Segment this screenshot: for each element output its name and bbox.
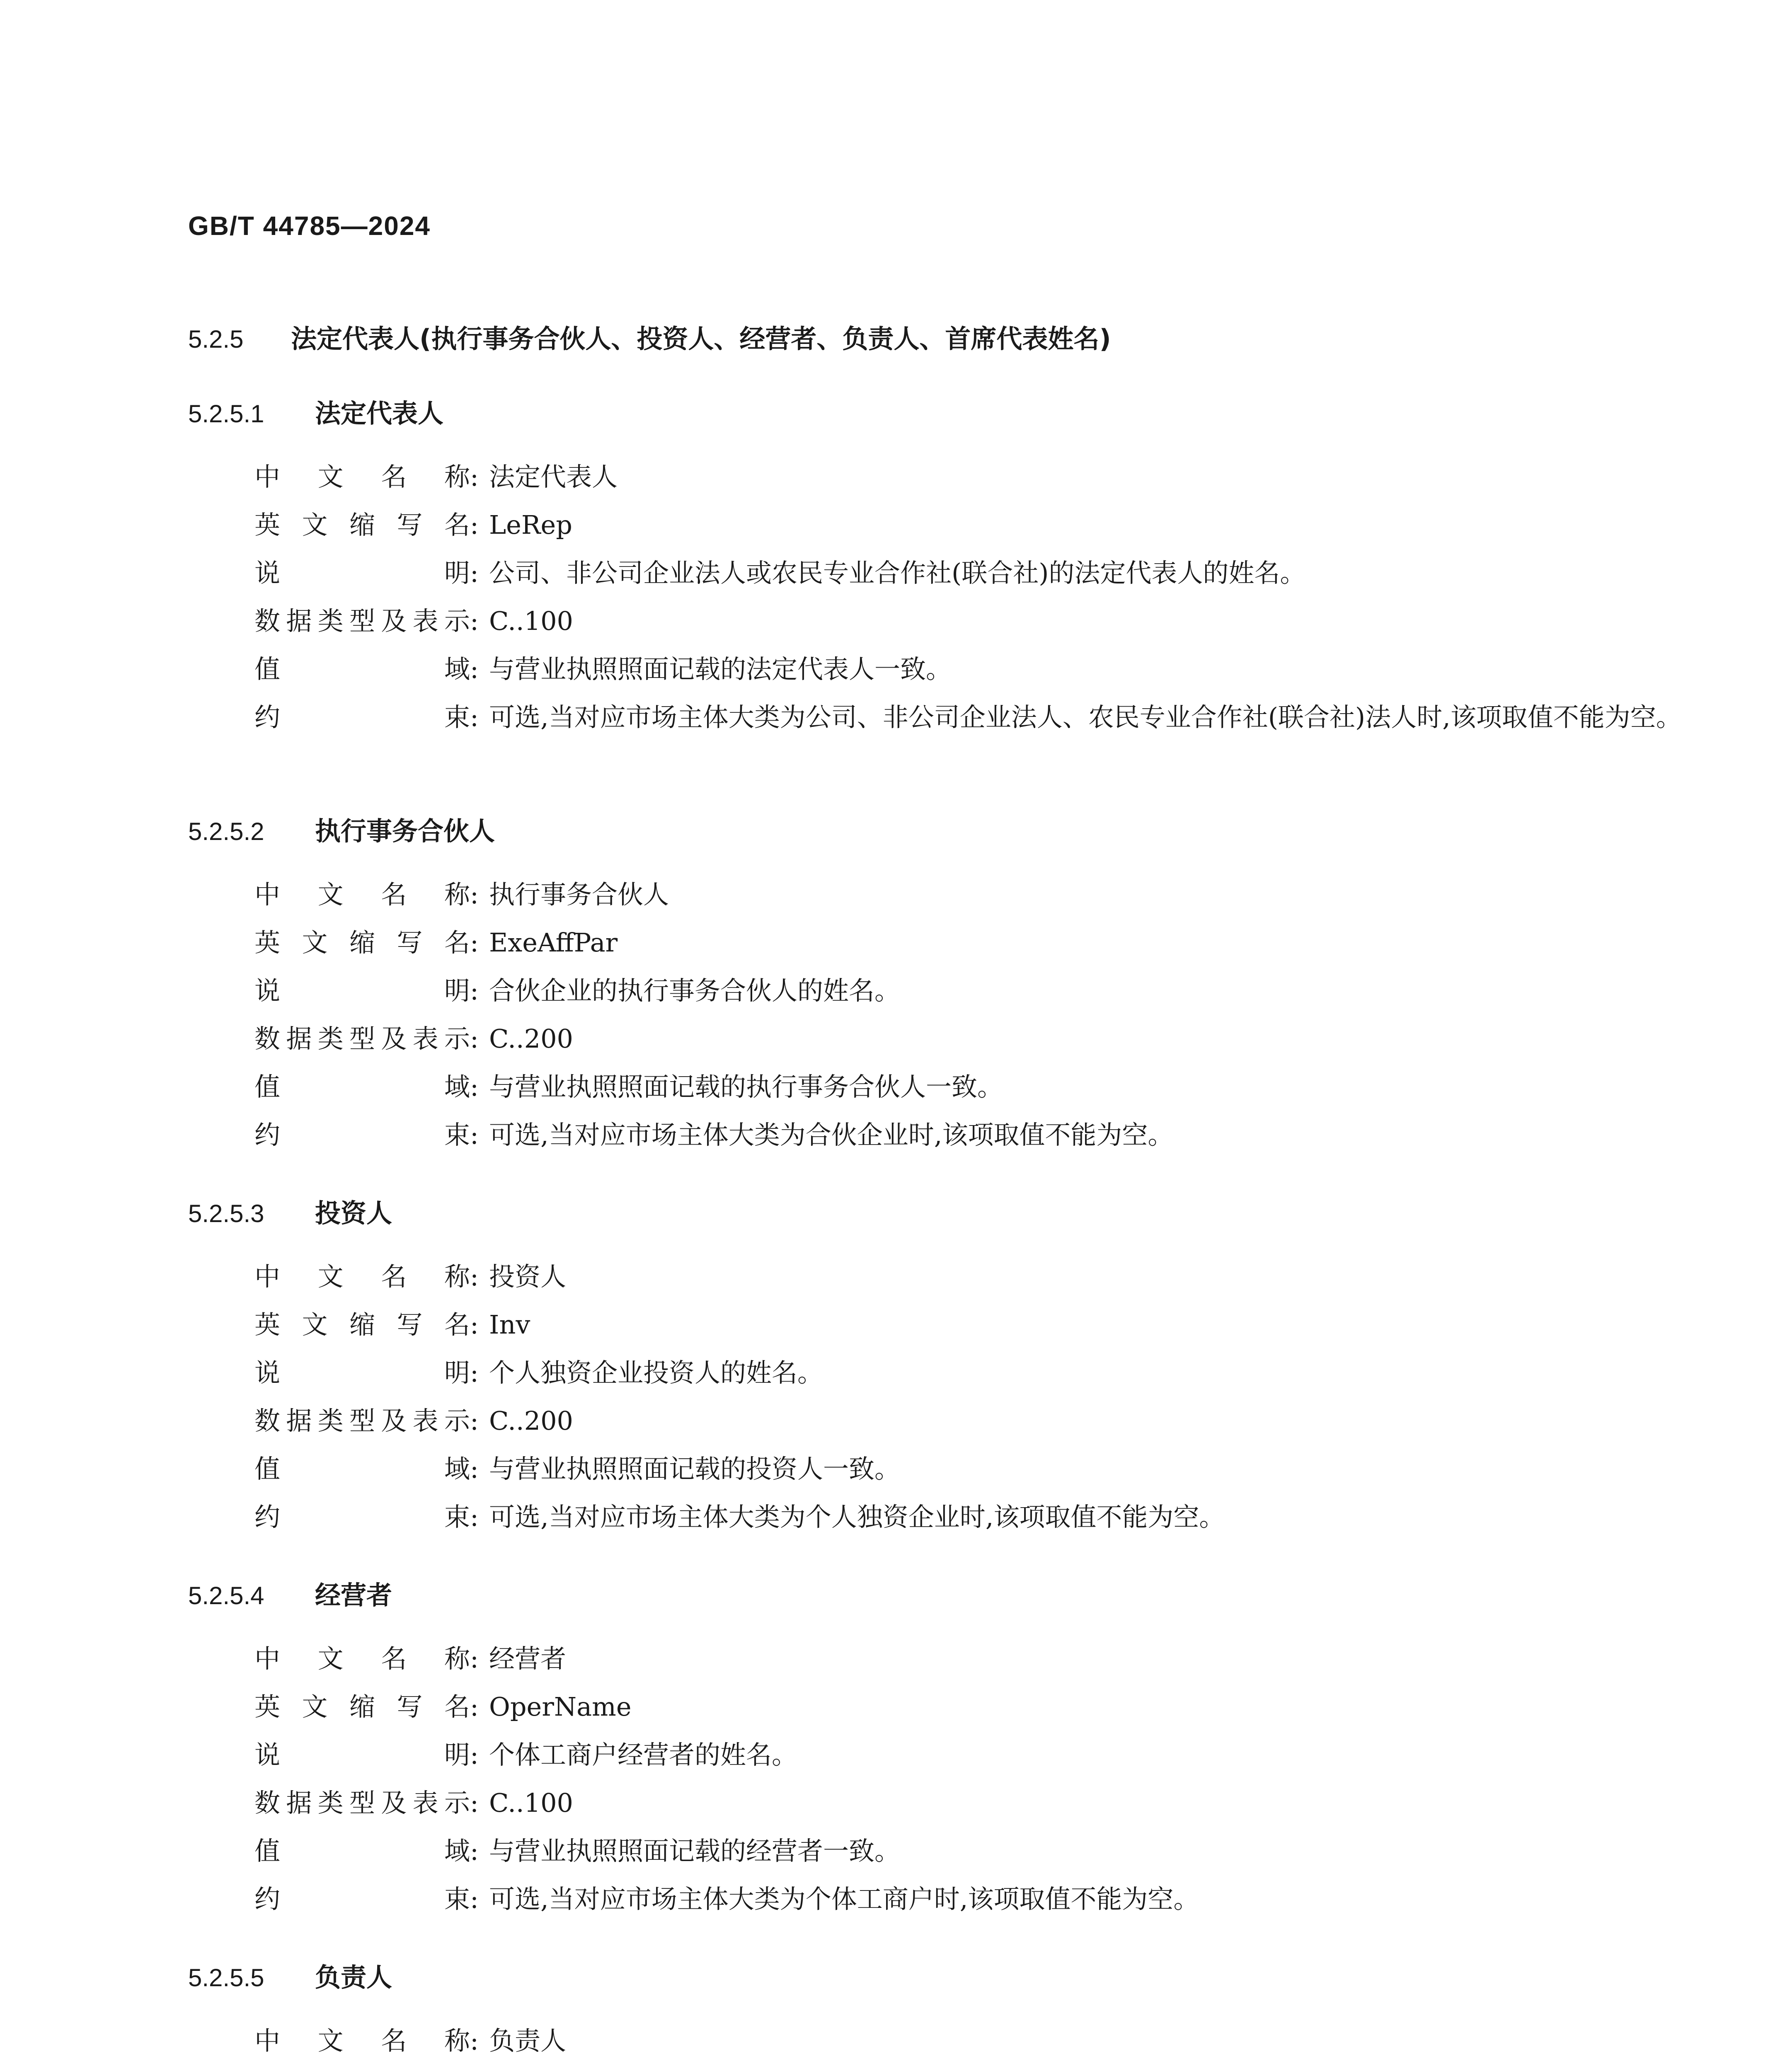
- field-colon: :: [470, 1692, 479, 1722]
- english-abbreviation-label: [254, 2065, 470, 2072]
- field-colon: :: [470, 558, 479, 588]
- value-domain-label: 值 域: [254, 654, 470, 684]
- english-abbreviation-label: 英 文 缩 写 名: [254, 1692, 470, 1722]
- subsection-title: [188, 393, 443, 430]
- field-colon: :: [470, 1261, 479, 1292]
- description-value: 合伙企业的执行事务合伙人的姓名。: [489, 975, 901, 1006]
- standard-id: GB/T 44785—2024: [188, 211, 431, 241]
- field-colon: :: [470, 1788, 479, 1818]
- english-abbreviation-label: 英 文 缩 写 名: [254, 927, 470, 958]
- field-colon: :: [470, 462, 479, 492]
- subsection-title-text: 法定代表人: [315, 398, 444, 428]
- subsection-title-text: 负责人: [315, 1962, 392, 1992]
- field-colon: :: [470, 1310, 479, 1340]
- field-colon: :: [470, 606, 479, 636]
- subsection-title-text: 执行事务合伙人: [315, 816, 495, 846]
- subsection-title: [188, 1575, 392, 1612]
- data-type-value: C..100: [489, 606, 573, 636]
- subsection-number: 5.2.5.4: [188, 1582, 264, 1610]
- field-colon: :: [470, 927, 479, 958]
- constraint-value: 可选,当对应市场主体大类为个人独资企业时,该项取值不能为空。: [489, 1502, 1225, 1532]
- english-abbreviation-value: LeRep: [489, 510, 572, 540]
- field-colon: :: [470, 1120, 479, 1150]
- field-colon: :: [470, 1644, 479, 1674]
- constraint-label: 约 束: [254, 702, 470, 732]
- subsection-title: [188, 811, 495, 847]
- field-colon: :: [470, 2026, 479, 2056]
- description-value: 个体工商户经营者的姓名。: [489, 1740, 798, 1770]
- english-abbreviation-value: ExeAffPar: [489, 927, 618, 958]
- constraint-value: 可选,当对应市场主体大类为合伙企业时,该项取值不能为空。: [489, 1120, 1174, 1150]
- section-number: 5.2.5: [188, 325, 244, 353]
- section-title: [188, 318, 1111, 355]
- subsection-title: [188, 1193, 392, 1230]
- chinese-name-value: 经营者: [489, 1644, 567, 1674]
- value-domain-label: 值 域: [254, 1836, 470, 1866]
- data-type-value: C..100: [489, 1788, 573, 1818]
- field-colon: :: [470, 1740, 479, 1770]
- data-type-label: 数 据 类 型 及 表 示: [254, 1788, 470, 1818]
- english-abbreviation-label: 英 文 缩 写 名: [254, 510, 470, 540]
- english-abbreviation-label: 英 文 缩 写 名: [254, 1310, 470, 1340]
- description-label: 说 明: [254, 1740, 470, 1770]
- chinese-name-label: 中 文 名 称: [254, 1644, 470, 1674]
- value-domain-label: 值 域: [254, 1072, 470, 1102]
- chinese-name-value: 执行事务合伙人: [489, 879, 669, 910]
- value-domain-label: 值 域: [254, 1454, 470, 1484]
- description-label: 说 明: [254, 975, 470, 1006]
- data-type-label: 数 据 类 型 及 表 示: [254, 1406, 470, 1436]
- subsection-title: [188, 1957, 392, 1994]
- field-colon: :: [470, 702, 479, 732]
- english-abbreviation-value: Inv: [489, 1310, 530, 1340]
- subsection-number: 5.2.5.3: [188, 1200, 264, 1227]
- description-value: 个人独资企业投资人的姓名。: [489, 1358, 824, 1388]
- constraint-value: 可选,当对应市场主体大类为公司、非公司企业法人、农民专业合作社(联合社)法人时,该项取值不能为空。: [489, 702, 1682, 732]
- subsection-title-text: 经营者: [315, 1580, 392, 1610]
- constraint-label: 约 束: [254, 1502, 470, 1532]
- chinese-name-value: 负责人: [489, 2026, 567, 2056]
- chinese-name-label: 中 文 名 称: [254, 462, 470, 492]
- subsection-title-text: 投资人: [315, 1198, 392, 1228]
- field-colon: :: [470, 1358, 479, 1388]
- constraint-value: 可选,当对应市场主体大类为个体工商户时,该项取值不能为空。: [489, 1884, 1199, 1914]
- value-domain-value: 与营业执照照面记载的经营者一致。: [489, 1836, 901, 1866]
- data-type-label: 数 据 类 型 及 表 示: [254, 606, 470, 636]
- value-domain-value: 与营业执照照面记载的法定代表人一致。: [489, 654, 952, 684]
- field-colon: :: [470, 1836, 479, 1866]
- field-colon: [470, 2065, 479, 2072]
- field-colon: :: [470, 975, 479, 1006]
- data-type-value: C..200: [489, 1024, 573, 1054]
- section-title-text: 法定代表人(执行事务合伙人、投资人、经营者、负责人、首席代表姓名): [291, 324, 1111, 354]
- constraint-label: 约 束: [254, 1884, 470, 1914]
- description-label: 说 明: [254, 1358, 470, 1388]
- subsection-number: 5.2.5.1: [188, 400, 264, 428]
- subsection-number: 5.2.5.5: [188, 1964, 264, 1992]
- english-abbreviation-value: OperName: [489, 1692, 632, 1722]
- description-label: 说 明: [254, 558, 470, 588]
- field-colon: :: [470, 1072, 479, 1102]
- value-domain-value: 与营业执照照面记载的执行事务合伙人一致。: [489, 1072, 1003, 1102]
- data-type-label: 数 据 类 型 及 表 示: [254, 1024, 470, 1054]
- chinese-name-value: 法定代表人: [489, 462, 618, 492]
- field-colon: :: [470, 654, 479, 684]
- field-colon: :: [470, 879, 479, 910]
- chinese-name-label: 中 文 名 称: [254, 2026, 470, 2056]
- field-colon: :: [470, 510, 479, 540]
- chinese-name-value: 投资人: [489, 1261, 567, 1292]
- description-value: 公司、非公司企业法人或农民专业合作社(联合社)的法定代表人的姓名。: [489, 558, 1306, 588]
- field-colon: :: [470, 1024, 479, 1054]
- chinese-name-label: 中 文 名 称: [254, 1261, 470, 1292]
- field-colon: :: [470, 1454, 479, 1484]
- subsection-number: 5.2.5.2: [188, 818, 264, 845]
- field-colon: :: [470, 1502, 479, 1532]
- chinese-name-label: 中 文 名 称: [254, 879, 470, 910]
- field-colon: :: [470, 1406, 479, 1436]
- value-domain-value: 与营业执照照面记载的投资人一致。: [489, 1454, 901, 1484]
- data-type-value: C..200: [489, 1406, 573, 1436]
- field-colon: :: [470, 1884, 479, 1914]
- constraint-label: 约 束: [254, 1120, 470, 1150]
- english-abbreviation-value: [489, 2065, 1773, 2072]
